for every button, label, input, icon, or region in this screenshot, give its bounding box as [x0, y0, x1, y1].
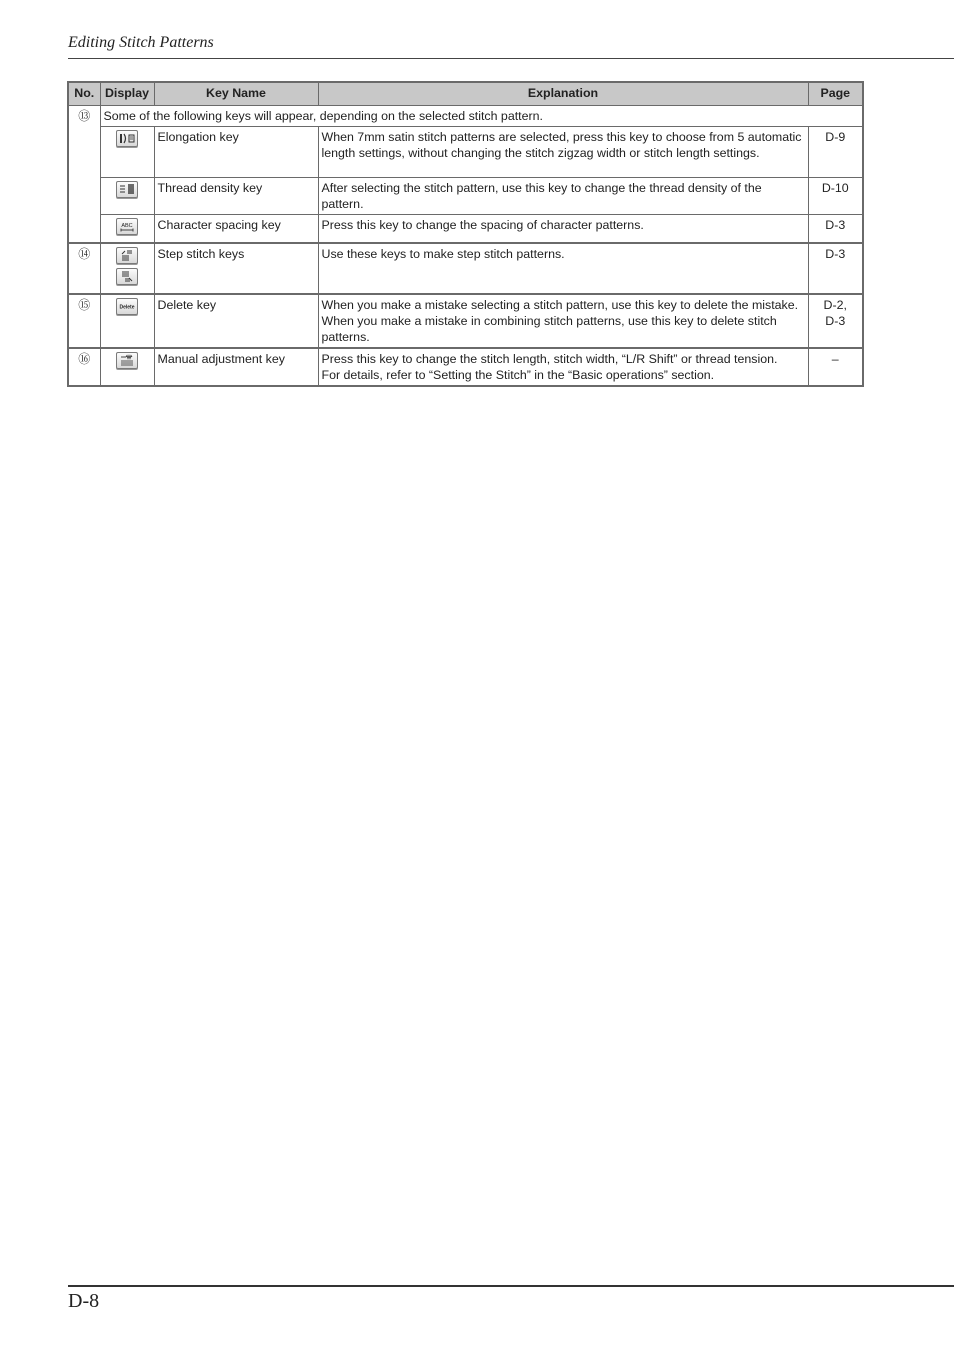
page-reference: D-10	[808, 178, 863, 215]
key-explanation: Use these keys to make step stitch patterns.	[318, 243, 808, 294]
table-row	[68, 178, 863, 215]
table-row	[68, 127, 863, 178]
step-stitch-up-key-icon	[116, 247, 138, 264]
page-header-title: Editing Stitch Patterns	[68, 34, 214, 51]
table-row	[68, 243, 863, 294]
character-spacing-key-icon	[116, 218, 138, 235]
display-cell	[100, 178, 154, 215]
table-header-row	[68, 82, 863, 106]
group-intro-text: Some of the following keys will appear, depending on the selected stitch pattern.	[100, 106, 863, 127]
manual-adjustment-key-icon	[116, 352, 138, 369]
footer-divider	[68, 1285, 954, 1287]
explanation-line: For details, refer to “Setting the Stitch” in the “Basic operations” section.	[321, 367, 715, 382]
key-name: Thread density key	[154, 178, 318, 215]
explanation-line: Press this key to change the stitch length, stitch width, “L/R Shift” or thread tension.	[321, 351, 778, 366]
key-explanation: When 7mm satin stitch patterns are selected, press this key to choose from 5 automatic length settings, without changing the stitch zigzag width or stitch length settings.	[318, 127, 808, 178]
page-reference-line: D-2,	[823, 297, 847, 312]
table-row	[68, 294, 863, 348]
page-number: D-8	[68, 1290, 100, 1312]
page-reference-line: D-3	[825, 313, 846, 328]
column-header-explanation: Explanation	[318, 82, 808, 106]
key-name: Elongation key	[154, 127, 318, 178]
row-number: ⑬	[68, 106, 100, 243]
elongation-key-icon	[116, 130, 138, 147]
step-stitch-down-key-icon	[116, 268, 138, 285]
key-name: Delete key	[154, 294, 318, 348]
column-header-display: Display	[100, 82, 154, 106]
delete-key-icon	[116, 298, 138, 315]
key-reference-table	[67, 81, 864, 387]
display-cell	[100, 215, 154, 243]
row-number: ⑯	[68, 348, 100, 386]
table-row	[68, 106, 863, 127]
display-cell	[100, 243, 154, 294]
key-explanation: Press this key to change the spacing of character patterns.	[318, 215, 808, 243]
page-reference: D-9	[808, 127, 863, 178]
row-number: ⑮	[68, 294, 100, 348]
key-explanation: When you make a mistake selecting a stitch pattern, use this key to delete the mistake. When you make a mistake in combining stitch patterns, use this key to delete stitch patterns.	[318, 294, 808, 348]
page-reference: D-3	[808, 215, 863, 243]
svg-text:ABC: ABC	[121, 223, 133, 229]
header-divider	[68, 58, 954, 59]
key-name: Manual adjustment key	[154, 348, 318, 386]
key-name: Character spacing key	[154, 215, 318, 243]
table-row	[68, 215, 863, 243]
page-reference: D-3	[808, 243, 863, 294]
row-number: ⑭	[68, 243, 100, 294]
column-header-page: Page	[808, 82, 863, 106]
delete-key-icon-text: Delete	[119, 304, 135, 310]
key-explanation	[318, 348, 808, 386]
page-reference	[808, 294, 863, 348]
display-cell	[100, 348, 154, 386]
table-row	[68, 348, 863, 386]
key-explanation: After selecting the stitch pattern, use this key to change the thread density of the pattern.	[318, 178, 808, 215]
display-cell	[100, 127, 154, 178]
column-header-no: No.	[68, 82, 100, 106]
column-header-key-name: Key Name	[154, 82, 318, 106]
display-cell	[100, 294, 154, 348]
page-reference: –	[808, 348, 863, 386]
thread-density-key-icon	[116, 181, 138, 198]
key-name: Step stitch keys	[154, 243, 318, 294]
